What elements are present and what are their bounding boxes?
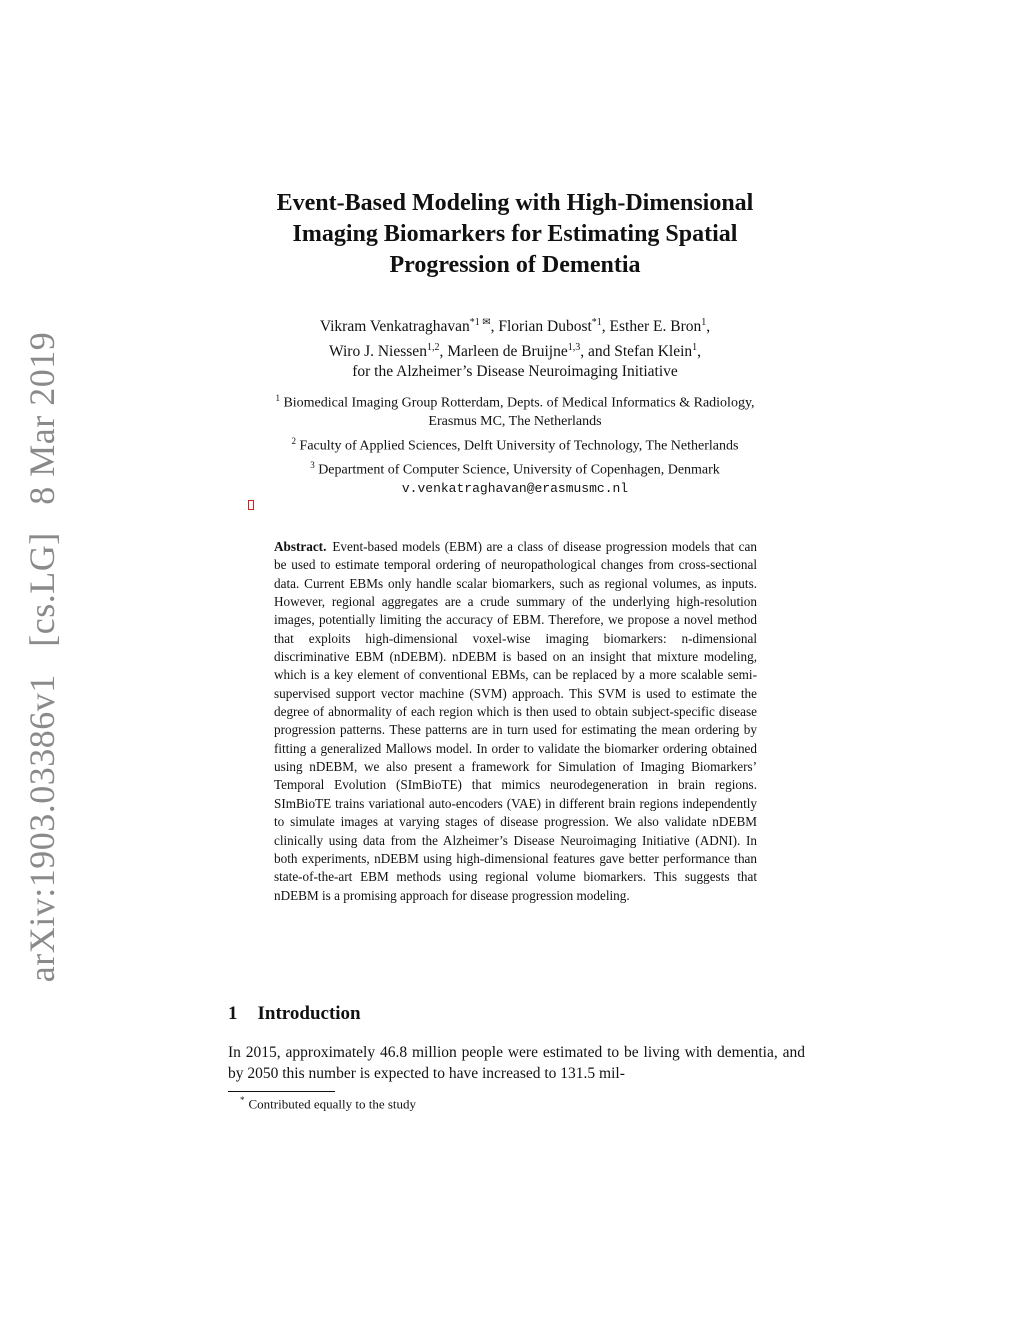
contact-email[interactable]: v.venkatraghavan@erasmusmc.nl bbox=[401, 480, 629, 496]
link-marker-icon bbox=[248, 500, 254, 510]
author-affil-mark: *1 bbox=[591, 317, 602, 328]
abstract-text: Event-based models (EBM) are a class of disease progression models that can be used to estimate temporal ordering of neuropathological changes from cross-sectional data. Current EBMs only handle scalar biomarkers, such as regional volumes, as inputs. However, regional aggregates are a crude summary of the underlying high-resolution images, potentially limiting the accuracy of EBM. Therefore, we propose a novel method that exploits high-dimensional voxel-wise imaging biomarkers: n-dimensional discriminative EBM (nDEBM). nDEBM is based on an insight that mixture modeling, which is a key element of conventional EBMs, can be replaced by a more scalable semi-supervised support vector machine (SVM) approach. This SVM is used to estimate the degree of abnormality of each region which is then used to obtain subject-specific disease progression patterns. These patterns are in turn used for estimating the mean ordering by fitting a generalized Mallows model. In order to validate the biomarker ordering obtained using nDEBM, we also present a framework for Simulation of Imaging Biomarkers’ Temporal Evolution (SImBioTE) that mimics neurodegeneration in brain regions. SImBioTE trains variational auto-encoders (VAE) in different brain regions independently to simulate images at varying stages of disease progression. We also validate nDEBM clinically using data from the Alzheimer’s Disease Neuroimaging Initiative (ADNI). In both experiments, nDEBM using high-dimensional features gave better performance than state-of-the-art EBM methods using regional volume biomarkers. This suggests that nDEBM is a promising approach for disease progression modeling. bbox=[274, 539, 757, 903]
arxiv-date: 8 Mar 2019 bbox=[22, 331, 62, 505]
affiliation-1 bbox=[205, 389, 825, 413]
footnote bbox=[240, 1095, 416, 1112]
introduction-paragraph: In 2015, approximately 46.8 million people were estimated to be living with dementia, and by 2050 this number is expected to have increased to 131.5 mil- bbox=[228, 1044, 805, 1082]
paper-title bbox=[215, 188, 815, 281]
section-title: Introduction bbox=[257, 1003, 361, 1024]
author-name: Vikram Venkatraghavan bbox=[319, 318, 470, 336]
title-line: Event-Based Modeling with High-Dimensional bbox=[276, 190, 754, 216]
section-heading-introduction bbox=[228, 1003, 361, 1025]
author-name: , and Stefan Klein bbox=[580, 342, 693, 360]
arxiv-id: arXiv:1903.03386v1 bbox=[22, 674, 62, 983]
author-name: , Marleen de Bruijne bbox=[439, 342, 568, 360]
affiliation-text: Biomedical Imaging Group Rotterdam, Depts. of Medical Informatics & Radiology, bbox=[283, 395, 755, 411]
affiliation-1-continued: Erasmus MC, The Netherlands bbox=[428, 414, 602, 430]
author-separator: , bbox=[706, 318, 711, 336]
footnote-divider bbox=[228, 1091, 335, 1092]
affiliation-2 bbox=[205, 432, 825, 456]
affiliation-number: 1 bbox=[275, 393, 280, 403]
author-affil-mark: 1,2 bbox=[426, 341, 440, 353]
title-line: Progression of Dementia bbox=[389, 252, 641, 278]
arxiv-category: [cs.LG] bbox=[22, 532, 62, 647]
abstract-label: Abstract. bbox=[274, 539, 327, 554]
author-name: Wiro J. Niessen bbox=[328, 342, 427, 360]
affiliation-number: 2 bbox=[291, 435, 297, 446]
author-line bbox=[215, 338, 815, 363]
affiliation-text: Department of Computer Science, University of Copenhagen, Denmark bbox=[318, 462, 720, 478]
affiliation-3 bbox=[205, 456, 825, 480]
author-affil-mark: 1,3 bbox=[567, 341, 581, 353]
author-name: , Esther E. Bron bbox=[601, 318, 702, 336]
arxiv-identifier-stamp bbox=[21, 314, 63, 982]
footnote-text: Contributed equally to the study bbox=[248, 1096, 417, 1112]
affiliation-list bbox=[205, 389, 825, 498]
author-list bbox=[215, 313, 815, 383]
author-affil-mark: 1 bbox=[701, 317, 707, 328]
affiliation-number: 3 bbox=[310, 459, 315, 470]
author-affil-mark: 1 bbox=[692, 341, 698, 353]
section-number: 1 bbox=[228, 1003, 238, 1024]
footnote-mark: * bbox=[240, 1095, 245, 1105]
title-line: Imaging Biomarkers for Estimating Spatial bbox=[292, 221, 738, 247]
author-affil-mark: *1 ✉ bbox=[469, 317, 491, 328]
author-separator: , bbox=[697, 342, 702, 360]
author-name: , Florian Dubost bbox=[490, 318, 592, 336]
affiliation-text: Faculty of Applied Sciences, Delft University of Technology, The Netherlands bbox=[299, 438, 739, 454]
consortium-line: for the Alzheimer’s Disease Neuroimaging Initiative bbox=[352, 363, 678, 381]
author-line bbox=[215, 313, 815, 338]
abstract bbox=[274, 538, 757, 905]
